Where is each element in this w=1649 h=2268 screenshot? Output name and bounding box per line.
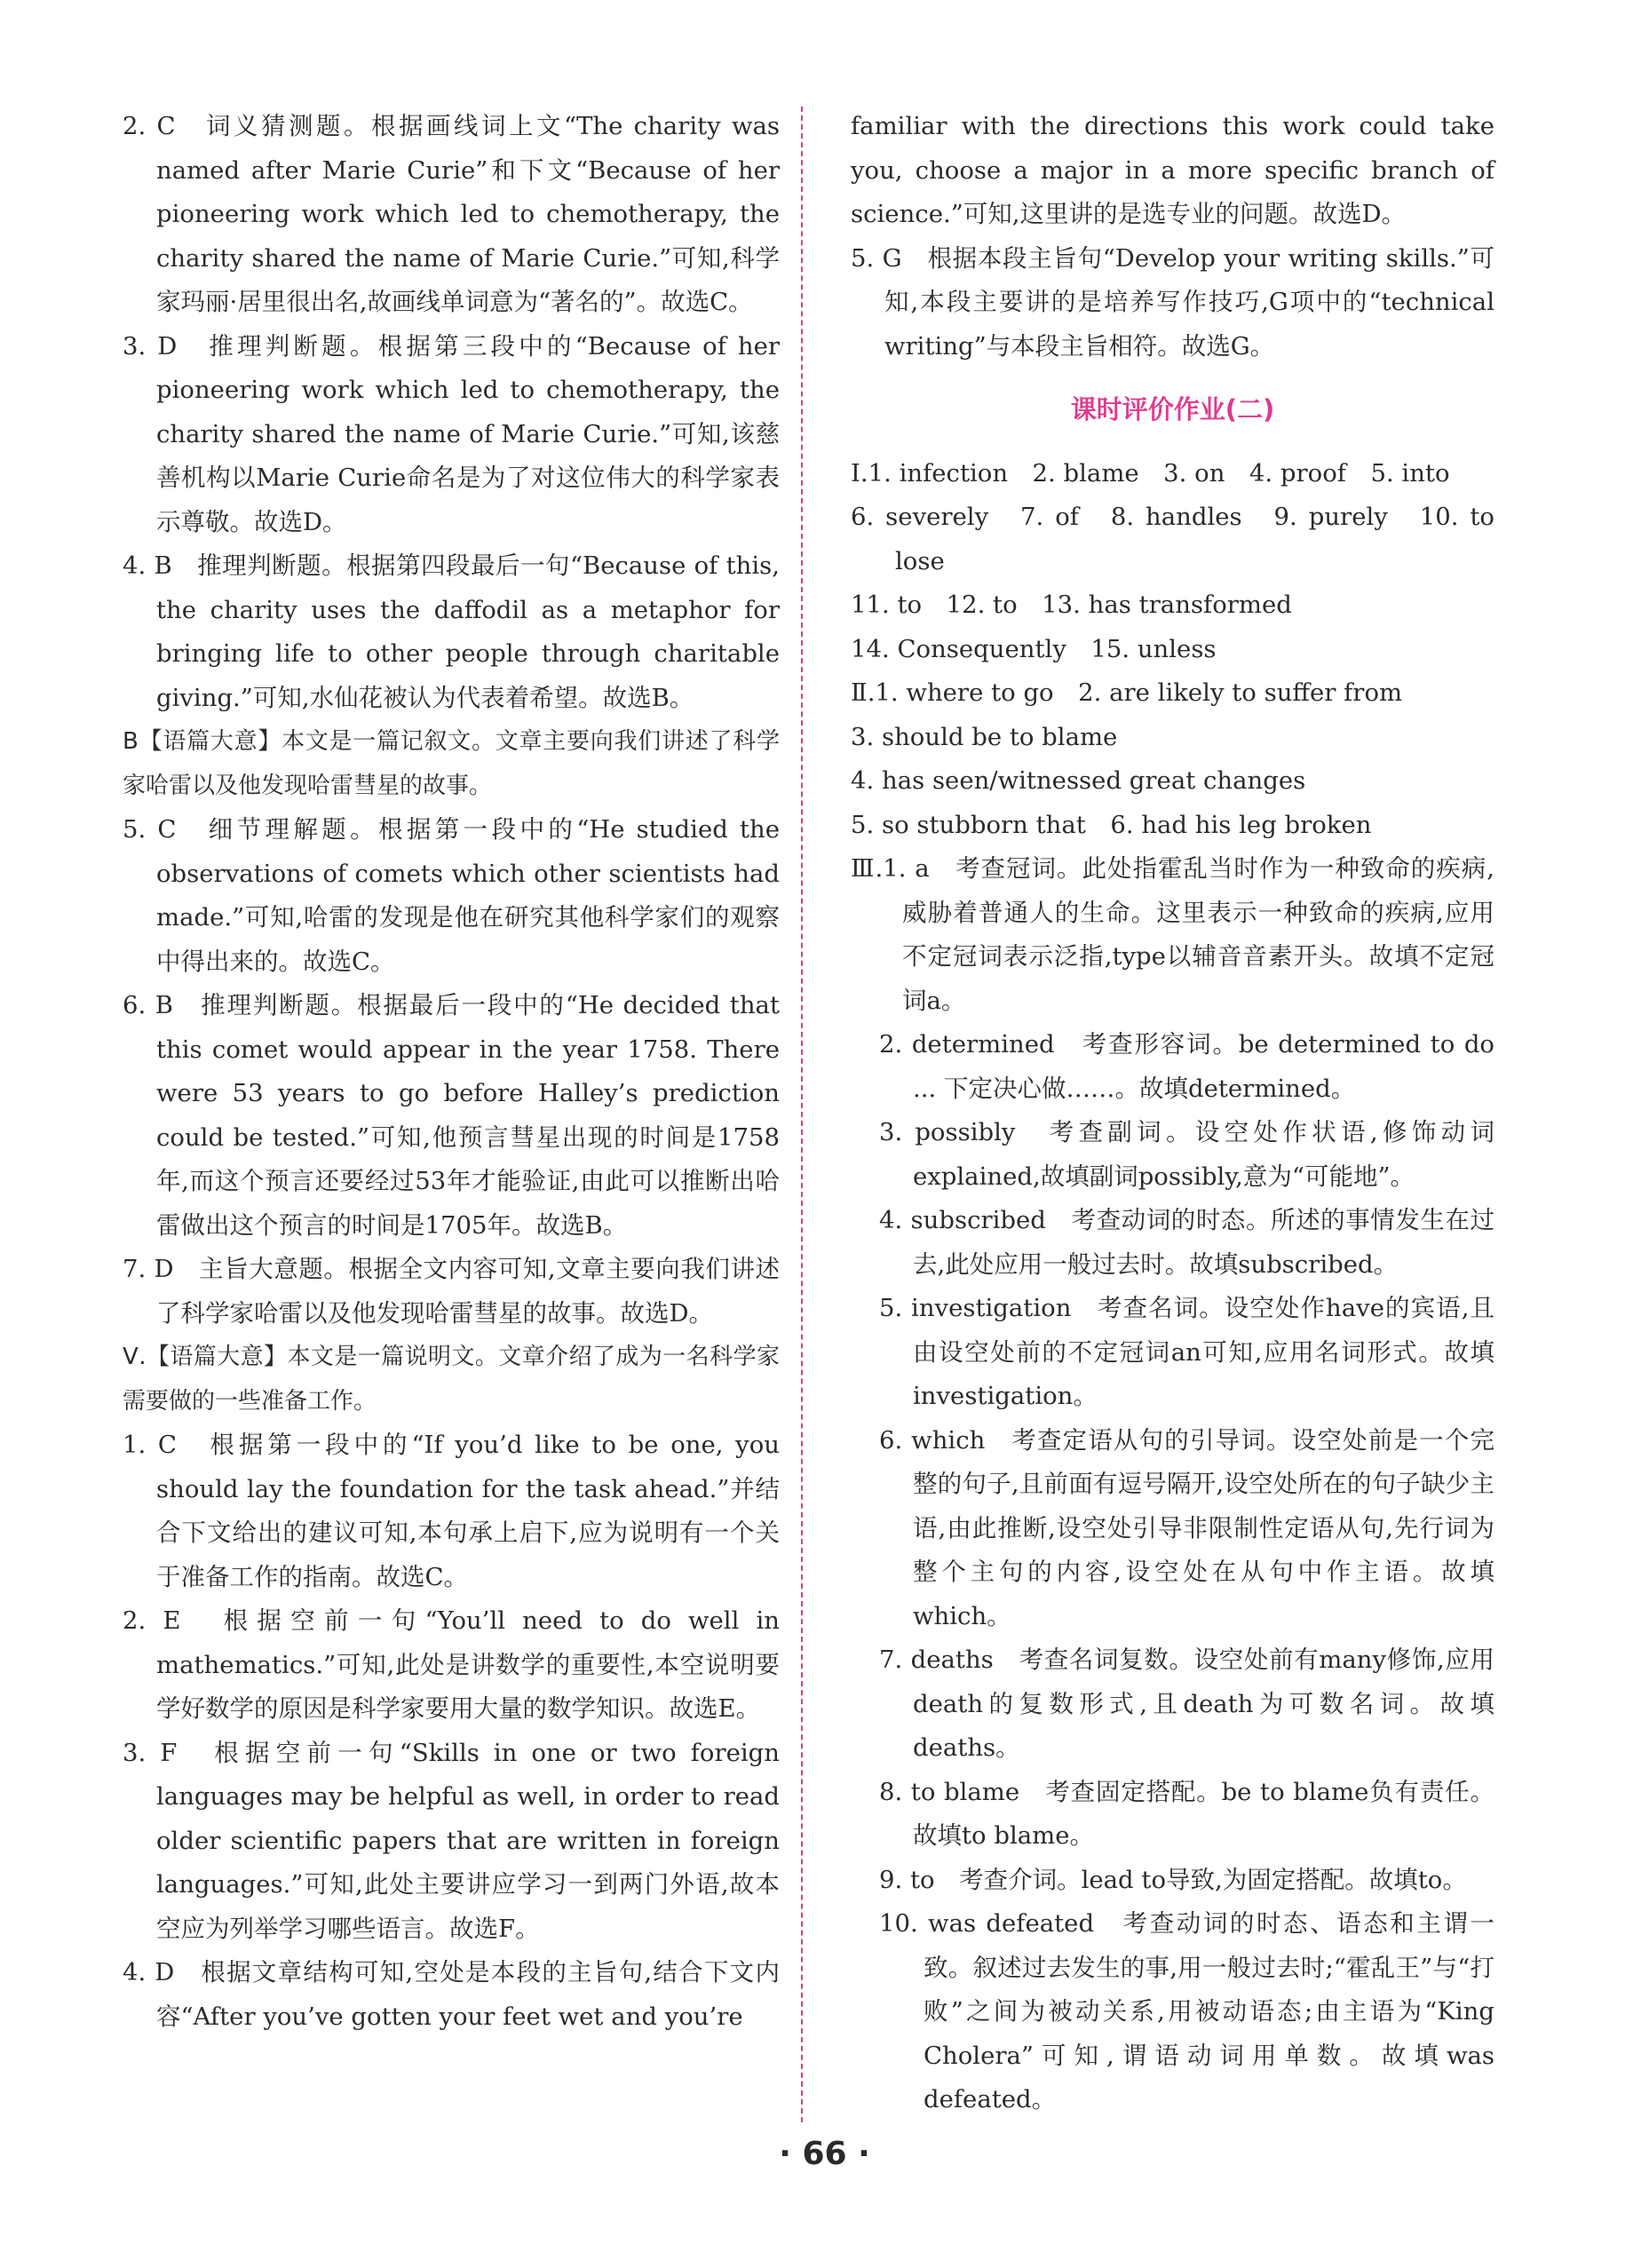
passage-summary: B【语篇大意】本文是一篇记叙文。文章主要向我们讲述了科学家哈雷以及他发现哈雷彗星的故事。 xyxy=(123,728,780,799)
answer-row: Ⅱ.1. where to go 2. are likely to suffer from xyxy=(851,678,1403,707)
answer-item: Ⅲ.1. a 考查冠词。此处指霍乱当时作为一种致命的疾病,威胁着普通人的生命。这里表示一种致命的疾病,应用不定冠词表示泛指,type以辅音音素开头。故填不定冠词a。 xyxy=(851,854,1494,1015)
passage-summary: Ⅴ.【语篇大意】本文是一篇说明文。文章介绍了成为一名科学家需要做的一些准备工作。 xyxy=(123,1344,780,1415)
answer-item: 3. possibly 考查副词。设空处作状语,修饰动词explained,故填副词possibly,意为“可能地”。 xyxy=(879,1118,1494,1191)
answer-row: 6. severely 7. of 8. handles 9. purely 10. to lose xyxy=(851,503,1494,575)
answer-item: 7. D 主旨大意题。根据全文内容可知,文章主要向我们讲述了科学家哈雷以及他发现哈雷彗星的故事。故选D。 xyxy=(123,1255,780,1328)
answer-item: 10. was defeated 考查动词的时态、语态和主谓一致。叙述过去发生的事,用一般过去时;“霍乱王”与“打败”之间为被动关系,用被动语态;由主语为“King Cholera”可知,谓语动词用单数。故填was defeated。 xyxy=(879,1909,1494,2113)
section-one-answers xyxy=(851,452,1494,672)
answer-item: 2. determined 考查形容词。be determined to do ... 下定决心做……。故填determined。 xyxy=(879,1030,1494,1103)
section-two-answers xyxy=(851,671,1494,847)
answer-item: 5. investigation 考查名词。设空处作have的宾语,且由设空处前的不定冠词an可知,应用名词形式。故填investigation。 xyxy=(879,1294,1494,1410)
answer-row: 3. should be to blame xyxy=(851,722,1118,751)
page-number: · 66 · xyxy=(779,2136,870,2172)
answer-row: Ⅰ.1. infection 2. blame 3. on 4. proof 5. into xyxy=(851,458,1450,488)
answer-item: 8. to blame 考查固定搭配。be to blame负有责任。故填to blame。 xyxy=(879,1777,1494,1850)
answer-item: 9. to 考查介词。lead to导致,为固定搭配。故填to。 xyxy=(879,1865,1467,1894)
right-column xyxy=(851,105,1494,2122)
answer-item: 4. B 推理判断题。根据第四段最后一句“Because of this, the charity uses the daffodil as a metaphor for bringing life to other people through charitable giving.”可知,水仙花被认为代表着希望。故选B。 xyxy=(123,551,780,712)
answer-item: 5. G 根据本段主旨句“Develop your writing skills.”可知,本段主要讲的是培养写作技巧,G项中的“technical writing”与本段主旨相符。故选G。 xyxy=(851,243,1494,361)
section-title: 课时评价作业(二) xyxy=(1070,394,1275,424)
column-divider xyxy=(801,107,803,2122)
answer-item: 1. C 根据第一段中的“If you’d like to be one, you should lay the foundation for the task ahead.”并结合下文给出的建议可知,本句承上启下,应为说明有一个关于准备工作的指南。故选C。 xyxy=(123,1431,780,1591)
answer-item: 4. subscribed 考查动词的时态。所述的事情发生在过去,此处应用一般过去时。故填subscribed。 xyxy=(879,1206,1494,1279)
continued-text: familiar with the directions this work could take you, choose a major in a more specific branch of science.”可知,这里讲的是选专业的问题。故选D。 xyxy=(851,112,1494,228)
answer-item: 3. D 推理判断题。根据第三段中的“Because of her pioneering work which led to chemotherapy, the charity shared the name of Marie Curie.”可知,该慈善机构以Marie Curie命名是为了对这位伟大的科学家表示尊敬。故选D。 xyxy=(123,331,780,536)
answer-item: 4. D 根据文章结构可知,空处是本段的主旨句,结合下文内容“After you’ve gotten your feet wet and you’re xyxy=(123,1958,780,2031)
answer-item: 6. which 考查定语从句的引导词。设空处前是一个完整的句子,且前面有逗号隔开,设空处所在的句子缺少主语,由此推断,设空处引导非限制性定语从句,先行词为整个主句的内容,设空处在从句中作主语。故填which。 xyxy=(879,1425,1494,1630)
answer-row: 5. so stubborn that 6. had his leg broken xyxy=(851,810,1372,839)
answer-row: 11. to 12. to 13. has transformed xyxy=(851,591,1292,619)
answer-item: 2. C 词义猜测题。根据画线词上文“The charity was named after Marie Curie”和下文“Because of her pioneering work which led to chemotherapy, the charity shared the name of Marie Curie.”可知,科学家玛丽·居里很出名,故画线单词意为“著名的”。故选C。 xyxy=(123,112,780,316)
answer-item: 2. E 根据空前一句“You’ll need to do well in mathematics.”可知,此处是讲数学的重要性,本空说明要学好数学的原因是科学家要用大量的数学知识。故选E。 xyxy=(123,1606,780,1723)
answer-item: 7. deaths 考查名词复数。设空处前有many修饰,应用death的复数形式,且death为可数名词。故填deaths。 xyxy=(879,1645,1494,1762)
answer-item: 6. B 推理判断题。根据最后一段中的“He decided that this comet would appear in the year 1758. There were 53 years to go before Halley’s prediction could be tested.”可知,他预言彗星出现的时间是1758年,而这个预言还要经过53年才能验证,由此可以推断出哈雷做出这个预言的时间是1705年。故选B。 xyxy=(123,991,780,1240)
answer-item: 5. C 细节理解题。根据第一段中的“He studied the observations of comets which other scientists had made.”可知,哈雷的发现是他在研究其他科学家们的观察中得出来的。故选C。 xyxy=(123,815,780,976)
answer-row: 14. Consequently 15. unless xyxy=(851,634,1217,663)
answer-item: 3. F 根据空前一句“Skills in one or two foreign languages may be helpful as well, in order to read older scientific papers that are written in foreign languages.”可知,此处主要讲应学习一到两门外语,故本空应为列举学习哪些语言。故选F。 xyxy=(123,1738,780,1943)
left-column xyxy=(123,105,780,2039)
answer-row: 4. has seen/witnessed great changes xyxy=(851,766,1306,795)
